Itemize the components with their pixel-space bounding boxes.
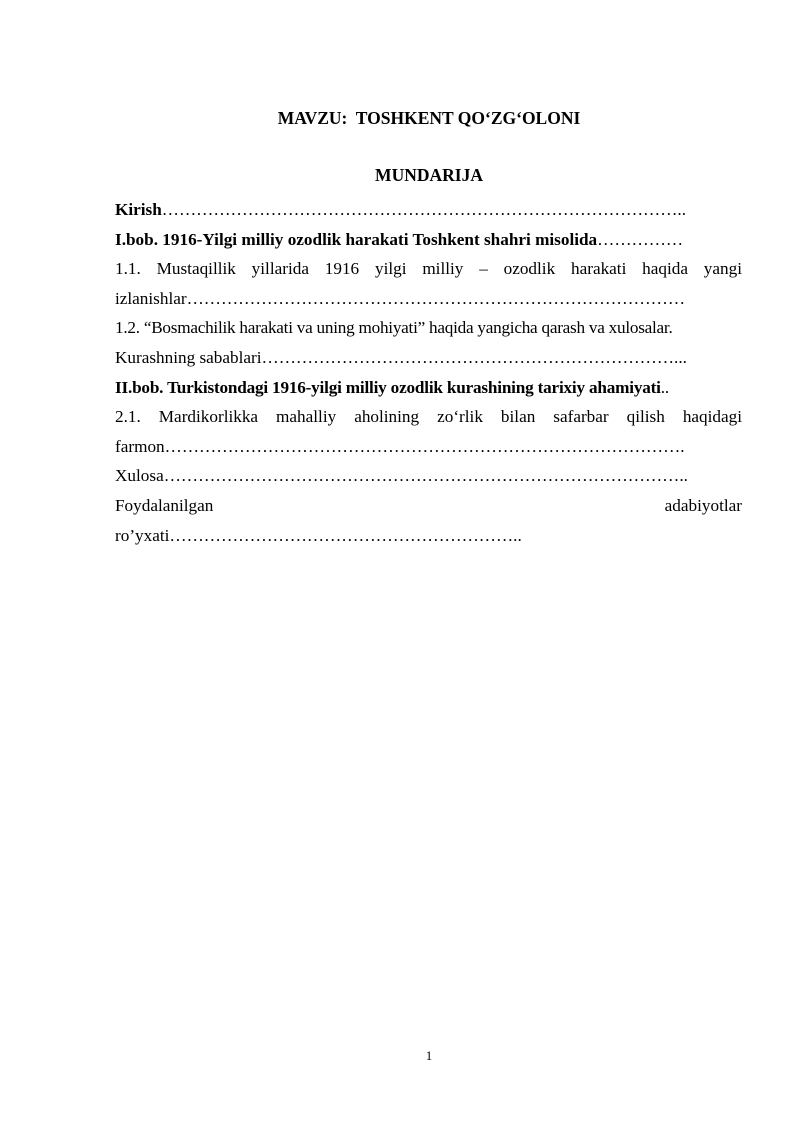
toc-leader: …………… [597,229,684,249]
toc-entry-line [115,284,742,314]
toc-entry-section-1-2 [115,313,742,372]
toc-entry-label: Xulosa [115,466,164,486]
contents-heading: MUNDARIJA [375,165,483,185]
toc-entry-label: Kirish [115,200,162,219]
toc-entry-section-2-1 [115,402,742,461]
toc-entry-chapter-1 [115,225,742,255]
toc-entry-line [115,521,742,551]
toc-entry-references [115,491,742,550]
toc-leader: ……………………………………………………………………………….. [163,466,688,486]
toc-entry-line: 1.1. Mustaqillik yillarida 1916 yilgi milliy – ozodlik harakati haqida yangi [115,259,742,279]
document-title: MAVZU: TOSHKENT QO‘ZG‘OLONI [277,108,581,128]
toc-entry-xulosa [115,461,742,491]
toc-entry-label: Kurashning sabablari [115,347,262,367]
toc-leader: .. [660,377,669,397]
toc-entry-label: izlanishlar [115,288,187,308]
page-number: 1 [425,1048,433,1063]
toc-entry-label: I.bob. 1916-Yilgi milliy ozodlik harakati Toshkent shahri misolida [115,229,598,249]
table-of-contents [115,195,742,550]
toc-entry-line [115,432,742,462]
toc-leader: ……………………………………………………………………………….. [161,200,687,219]
toc-entry-label: farmon [115,436,165,456]
toc-leader: …………………………………………………….. [169,525,522,545]
toc-entry-label: ro’yxati [115,525,170,545]
toc-entry-kirish [115,195,742,225]
toc-entry-chapter-2 [115,373,742,403]
toc-entry-section-1-1 [115,254,742,313]
toc-leader: ………………………………………………………………………………. [164,436,685,456]
toc-entry-line: 2.1. Mardikorlikka mahalliy aholining zo‘rlik bilan safarbar qilish haqidagi [115,407,742,427]
toc-entry-label: II.bob. Turkistondagi 1916-yilgi milliy ozodlik kurashining tarixiy ahamiyati [115,377,661,397]
toc-entry-line [115,343,742,373]
toc-entry-line: Foydalanilgan adabiyotlar [115,495,742,515]
toc-leader: …………………………………………………………………………… [186,288,686,308]
toc-leader: ………………………………………………………………... [261,347,687,367]
toc-entry-line: 1.2. “Bosmachilik harakati va uning mohiyati” haqida yangicha qarash va xulosalar. [115,318,673,338]
